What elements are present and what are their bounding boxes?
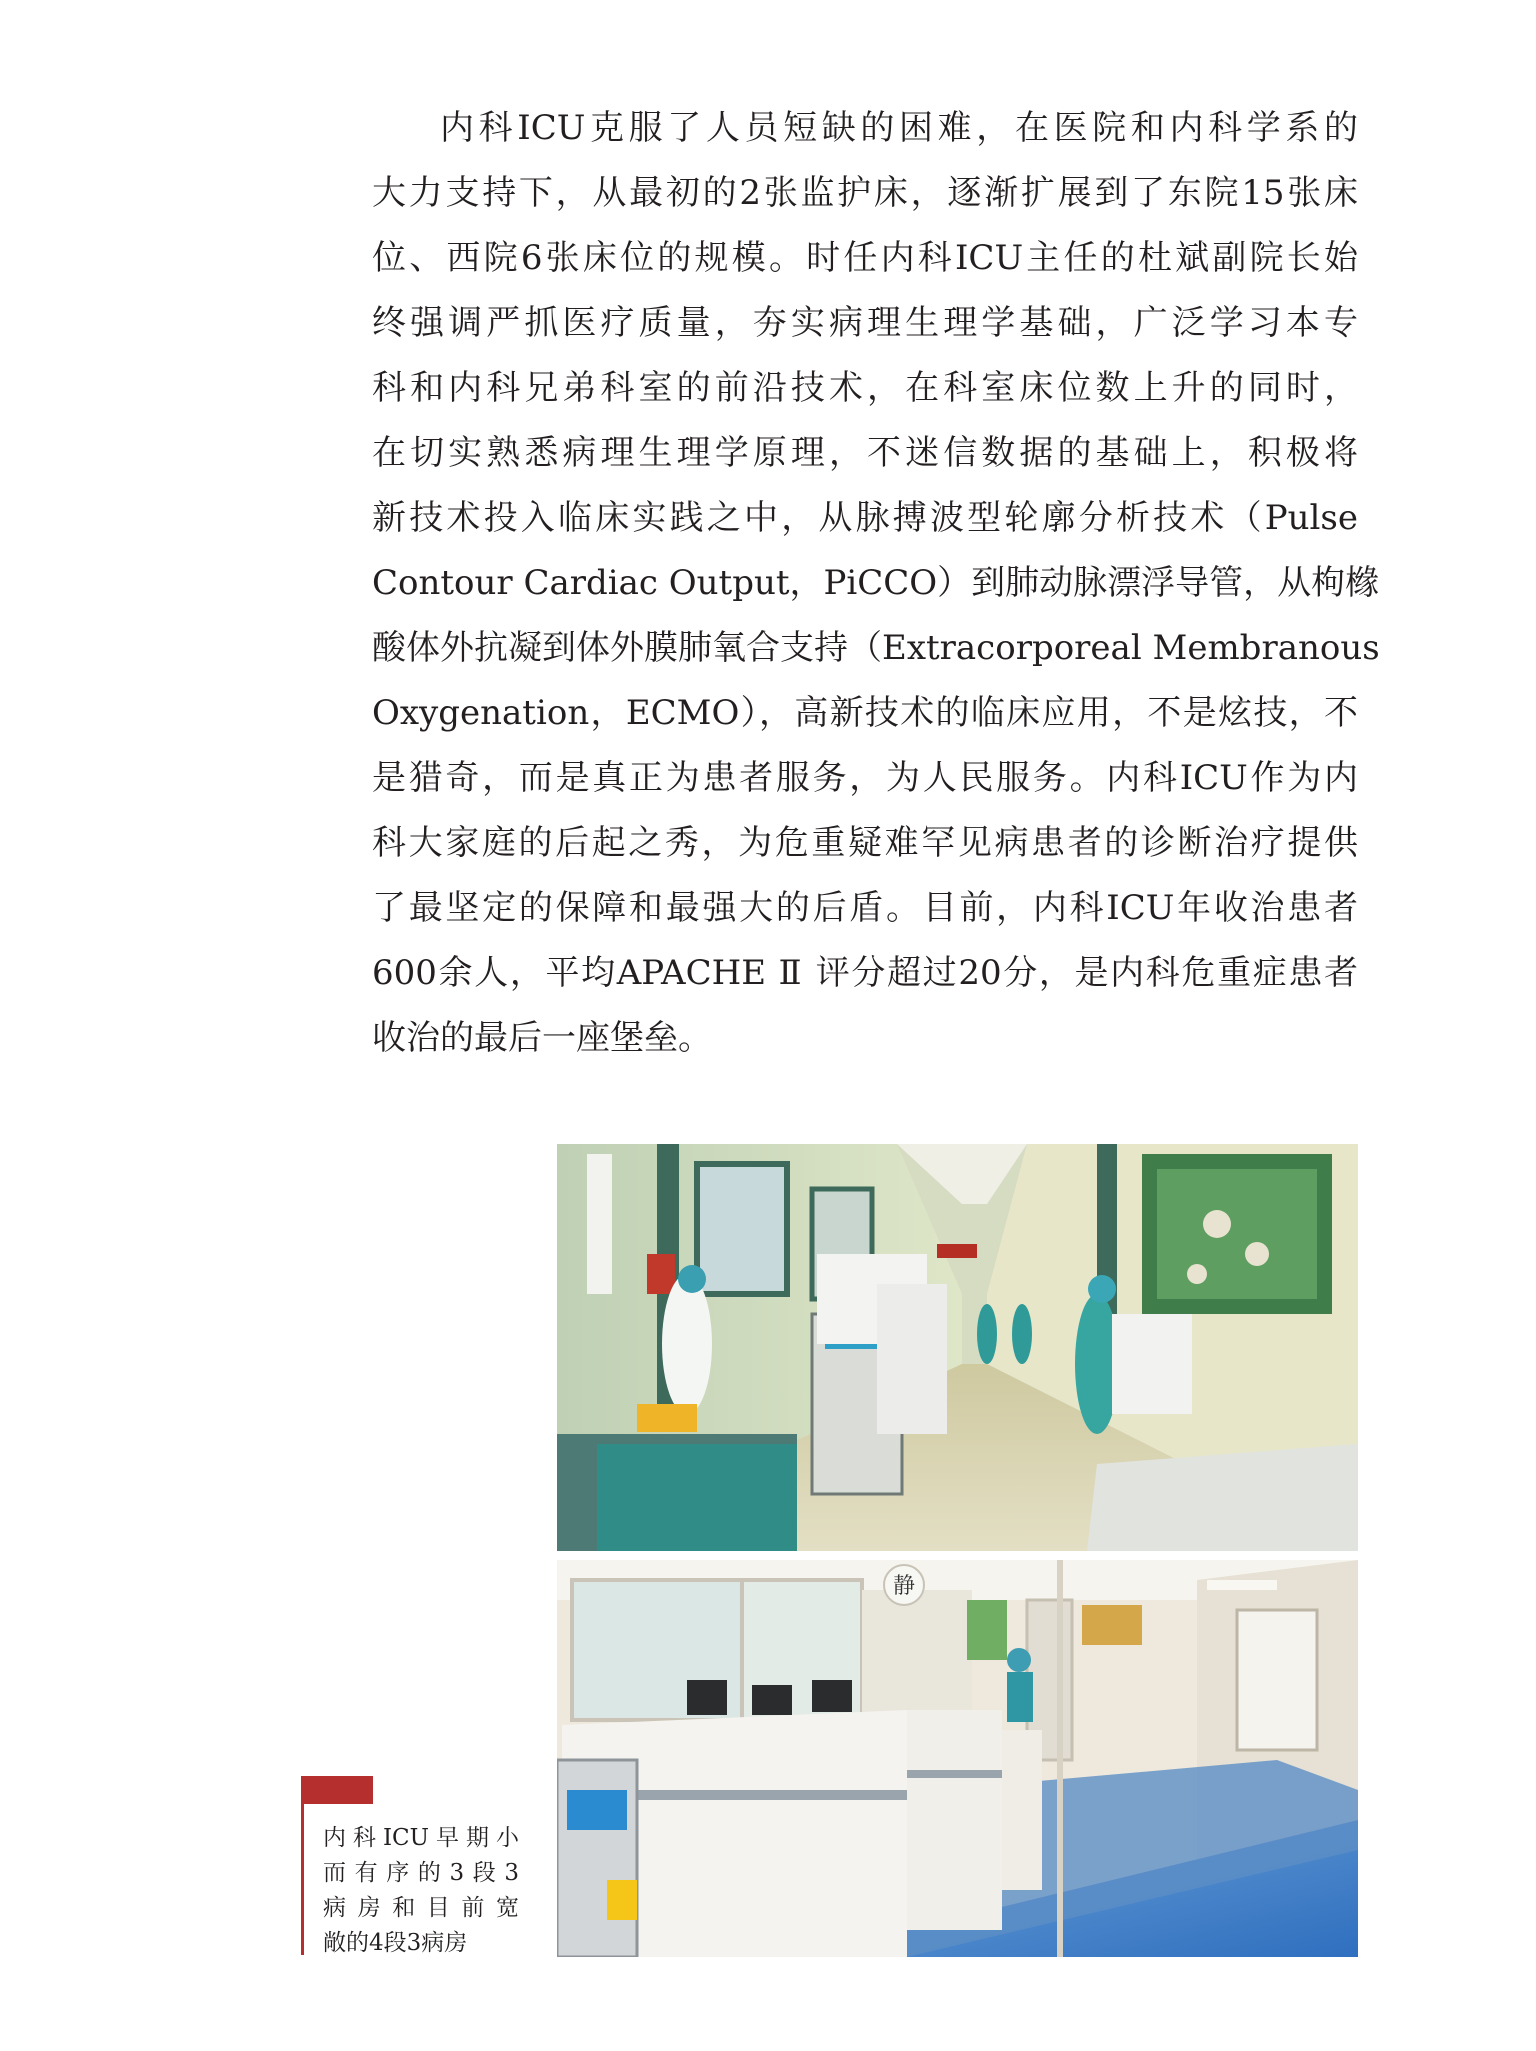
caption-line-3: 病房和目前宽	[323, 1895, 519, 1921]
early-icu-ward-photo	[557, 1144, 1358, 1551]
body-line-8: Contour Cardiac Output，PiCCO）到肺动脉漂浮导管，从枸橼	[372, 563, 1380, 603]
photo-caption	[323, 1821, 519, 1961]
caption-accent-rule	[301, 1804, 304, 1955]
current-icu-nurse-station-photo	[557, 1560, 1358, 1957]
body-line-5: 科和内科兄弟科室的前沿技术，在科室床位数上升的同时，	[372, 368, 1358, 408]
body-text	[372, 96, 1380, 1071]
quiet-sign: 静	[892, 1574, 916, 1599]
body-line-11: 是猎奇，而是真正为患者服务，为人民服务。内科ICU作为内	[372, 758, 1358, 798]
body-line-14: 600余人，平均APACHE Ⅱ 评分超过20分，是内科危重症患者	[372, 953, 1358, 993]
body-line-13: 了最坚定的保障和最强大的后盾。目前，内科ICU年收治患者	[372, 888, 1358, 928]
body-line-10: Oxygenation，ECMO），高新技术的临床应用，不是炫技，不	[372, 693, 1358, 733]
body-line-3: 位、西院6张床位的规模。时任内科ICU主任的杜斌副院长始	[372, 238, 1358, 278]
body-line-4: 终强调严抓医疗质量，夯实病理生理学基础，广泛学习本专	[372, 303, 1358, 343]
caption-line-2: 而有序的3段3	[323, 1860, 519, 1886]
body-line-15: 收治的最后一座堡垒。	[372, 1018, 712, 1058]
caption-line-1: 内科ICU早期小	[323, 1825, 519, 1851]
body-line-9: 酸体外抗凝到体外膜肺氧合支持（Extracorporeal Membranous	[372, 628, 1380, 668]
body-line-7: 新技术投入临床实践之中，从脉搏波型轮廓分析技术（Pulse	[372, 498, 1358, 538]
caption-accent-bar	[301, 1776, 373, 1804]
caption-line-4: 敞的4段3病房	[323, 1930, 468, 1956]
body-line-2: 大力支持下，从最初的2张监护床，逐渐扩展到了东院15张床	[372, 173, 1358, 213]
body-line-12: 科大家庭的后起之秀，为危重疑难罕见病患者的诊断治疗提供	[372, 823, 1358, 863]
body-line-1: 内科ICU克服了人员短缺的困难，在医院和内科学系的	[440, 108, 1358, 148]
body-line-6: 在切实熟悉病理生理学原理，不迷信数据的基础上，积极将	[372, 433, 1358, 473]
